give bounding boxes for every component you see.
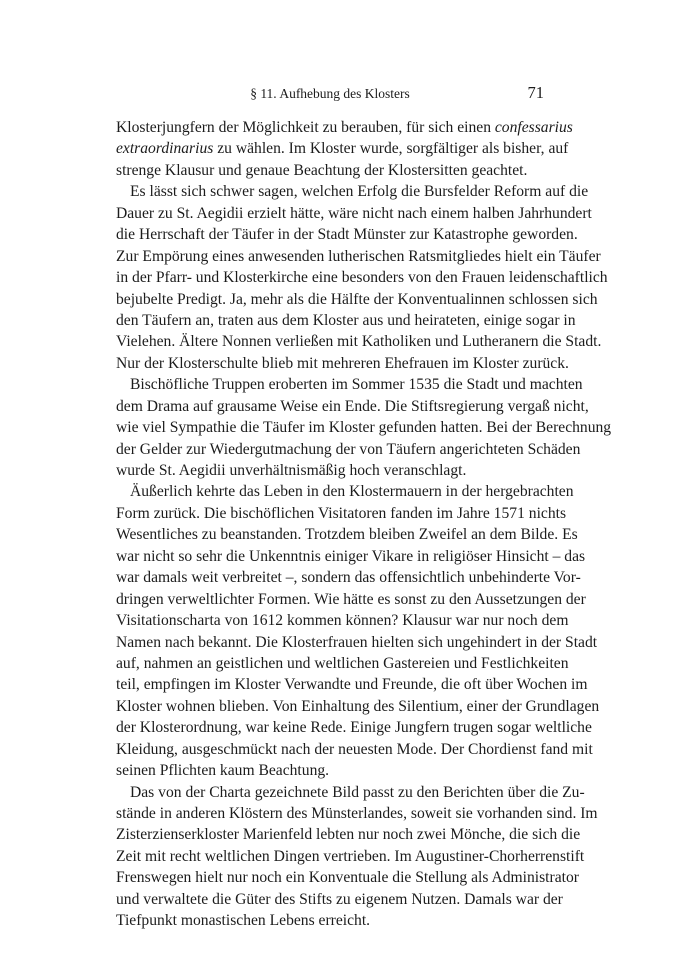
paragraph-line: Kloster wohnen blieben. Von Einhaltung des Silentium, einer der Grundlagen [116, 697, 600, 715]
paragraph-line: Form zurück. Die bischöflichen Visitatoren fanden im Jahre 1571 nichts [116, 504, 567, 522]
paragraph-line: Äußerlich kehrte das Leben in den Klostermauern in der hergebrachten [130, 483, 574, 501]
paragraph-line: seinen Pflichten kaum Beachtung. [116, 762, 330, 780]
paragraph-line: Bischöfliche Truppen eroberten im Sommer 1535 die Stadt und machten [130, 376, 583, 394]
paragraph-line: wie viel Sympathie die Täufer im Kloster gefunden hatten. Bei der Berechnung [116, 419, 612, 437]
page-number: 71 [527, 83, 544, 102]
paragraph-line: Zisterzienserkloster Marienfeld lebten nur noch zwei Mönche, die sich die [116, 826, 581, 844]
paragraph-line: Kleidung, ausgeschmückt nach der neuesten Mode. Der Chordienst fand mit [116, 740, 593, 758]
paragraph-line [116, 117, 573, 138]
paragraph-line: Namen nach bekannt. Die Klosterfrauen hielten sich ungehindert in der Stadt [116, 633, 598, 651]
paragraph-line: Dauer zu St. Aegidii erzielt hätte, wäre nicht nach einem halben Jahrhundert [116, 204, 592, 222]
paragraph-line: Frenswegen hielt nur noch ein Konventuale die Stellung als Administrator [116, 869, 579, 887]
body-text [116, 117, 612, 932]
latin-term: extraordinarius [116, 140, 214, 158]
paragraph-line: Vielehen. Ältere Nonnen verließen mit Katholiken und Lutheranern die Stadt. [116, 333, 602, 351]
paragraph-line: Nur der Klosterschulte blieb mit mehreren Ehefrauen im Kloster zurück. [116, 354, 569, 372]
paragraph-line: Visitationscharta von 1612 kommen können? Klausur war nur noch dem [116, 612, 569, 630]
running-title: § 11. Aufhebung des Klosters [250, 86, 410, 101]
paragraph-line: den Täufern an, traten aus dem Kloster aus und heirateten, einige sogar in [116, 311, 576, 329]
paragraph-line: bejubelte Predigt. Ja, mehr als die Hälfte der Konventualinnen schlossen sich [116, 290, 598, 308]
latin-term: confessarius [494, 119, 573, 136]
paragraph-line: strenge Klausur und genaue Beachtung der Klostersitten geachtet. [116, 161, 528, 179]
paragraph-line: teil, empfingen im Kloster Verwandte und Freunde, die oft über Wochen im [116, 676, 588, 694]
paragraph-line: Es lässt sich schwer sagen, welchen Erfolg die Bursfelder Reform auf die [130, 183, 589, 201]
paragraph-line: wurde St. Aegidii unverhältnismäßig hoch veranschlagt. [116, 462, 467, 479]
paragraph-line: der Gelder zur Wiedergutmachung der von Täufern angerichteten Schäden [116, 440, 581, 458]
paragraph-line: dringen verweltlichter Formen. Wie hätte es sonst zu den Aussetzungen der [116, 590, 586, 608]
paragraph-line: war damals weit verbreitet –, sondern das offensichtlich unbehinderte Vor- [116, 569, 581, 587]
paragraph-line: Tiefpunkt monastischen Lebens erreicht. [116, 912, 371, 930]
paragraph-line: war nicht so sehr die Unkenntnis einiger Vikare in religiöser Hinsicht – das [116, 547, 586, 565]
text-run: zu wählen. Im Kloster wurde, sorgfältiger als bisher, auf [213, 140, 569, 158]
paragraph-line: stände in anderen Klöstern des Münsterlandes, soweit sie vorhanden sind. Im [116, 805, 598, 822]
paragraph-line: die Herrschaft der Täufer in der Stadt Münster zur Katastrophe geworden. [116, 226, 578, 244]
paragraph-line: und verwaltete die Güter des Stifts zu eigenem Nutzen. Damals war der [116, 890, 563, 908]
paragraph-line: dem Drama auf grausame Weise ein Ende. Die Stiftsregierung vergaß nicht, [116, 397, 589, 415]
paragraph-line: Das von der Charta gezeichnete Bild passt zu den Berichten über die Zu- [130, 783, 585, 801]
paragraph-line: Zur Empörung eines anwesenden lutherischen Ratsmitgliedes hielt ein Täufer [116, 247, 601, 265]
paragraph-line: der Klosterordnung, war keine Rede. Einige Jungfern trugen sogar weltliche [116, 719, 592, 737]
paragraph-line: auf, nahmen an geistlichen und weltlichen Gastereien und Festlichkeiten [116, 654, 569, 672]
text-run: Klosterjungfern der Möglichkeit zu berauben, für sich einen [116, 119, 495, 136]
paragraph-line: Wesentliches zu beanstanden. Trotzdem bleiben Zweifel an dem Bilde. Es [116, 526, 578, 544]
paragraph-line: Zeit mit recht weltlichen Dingen vertrieben. Im Augustiner-Chorherrenstift [116, 847, 585, 865]
running-head [116, 83, 544, 105]
paragraph-line: in der Pfarr- und Klosterkirche eine besonders von den Frauen leidenschaftlich [116, 269, 608, 287]
paragraph-line [116, 138, 569, 159]
